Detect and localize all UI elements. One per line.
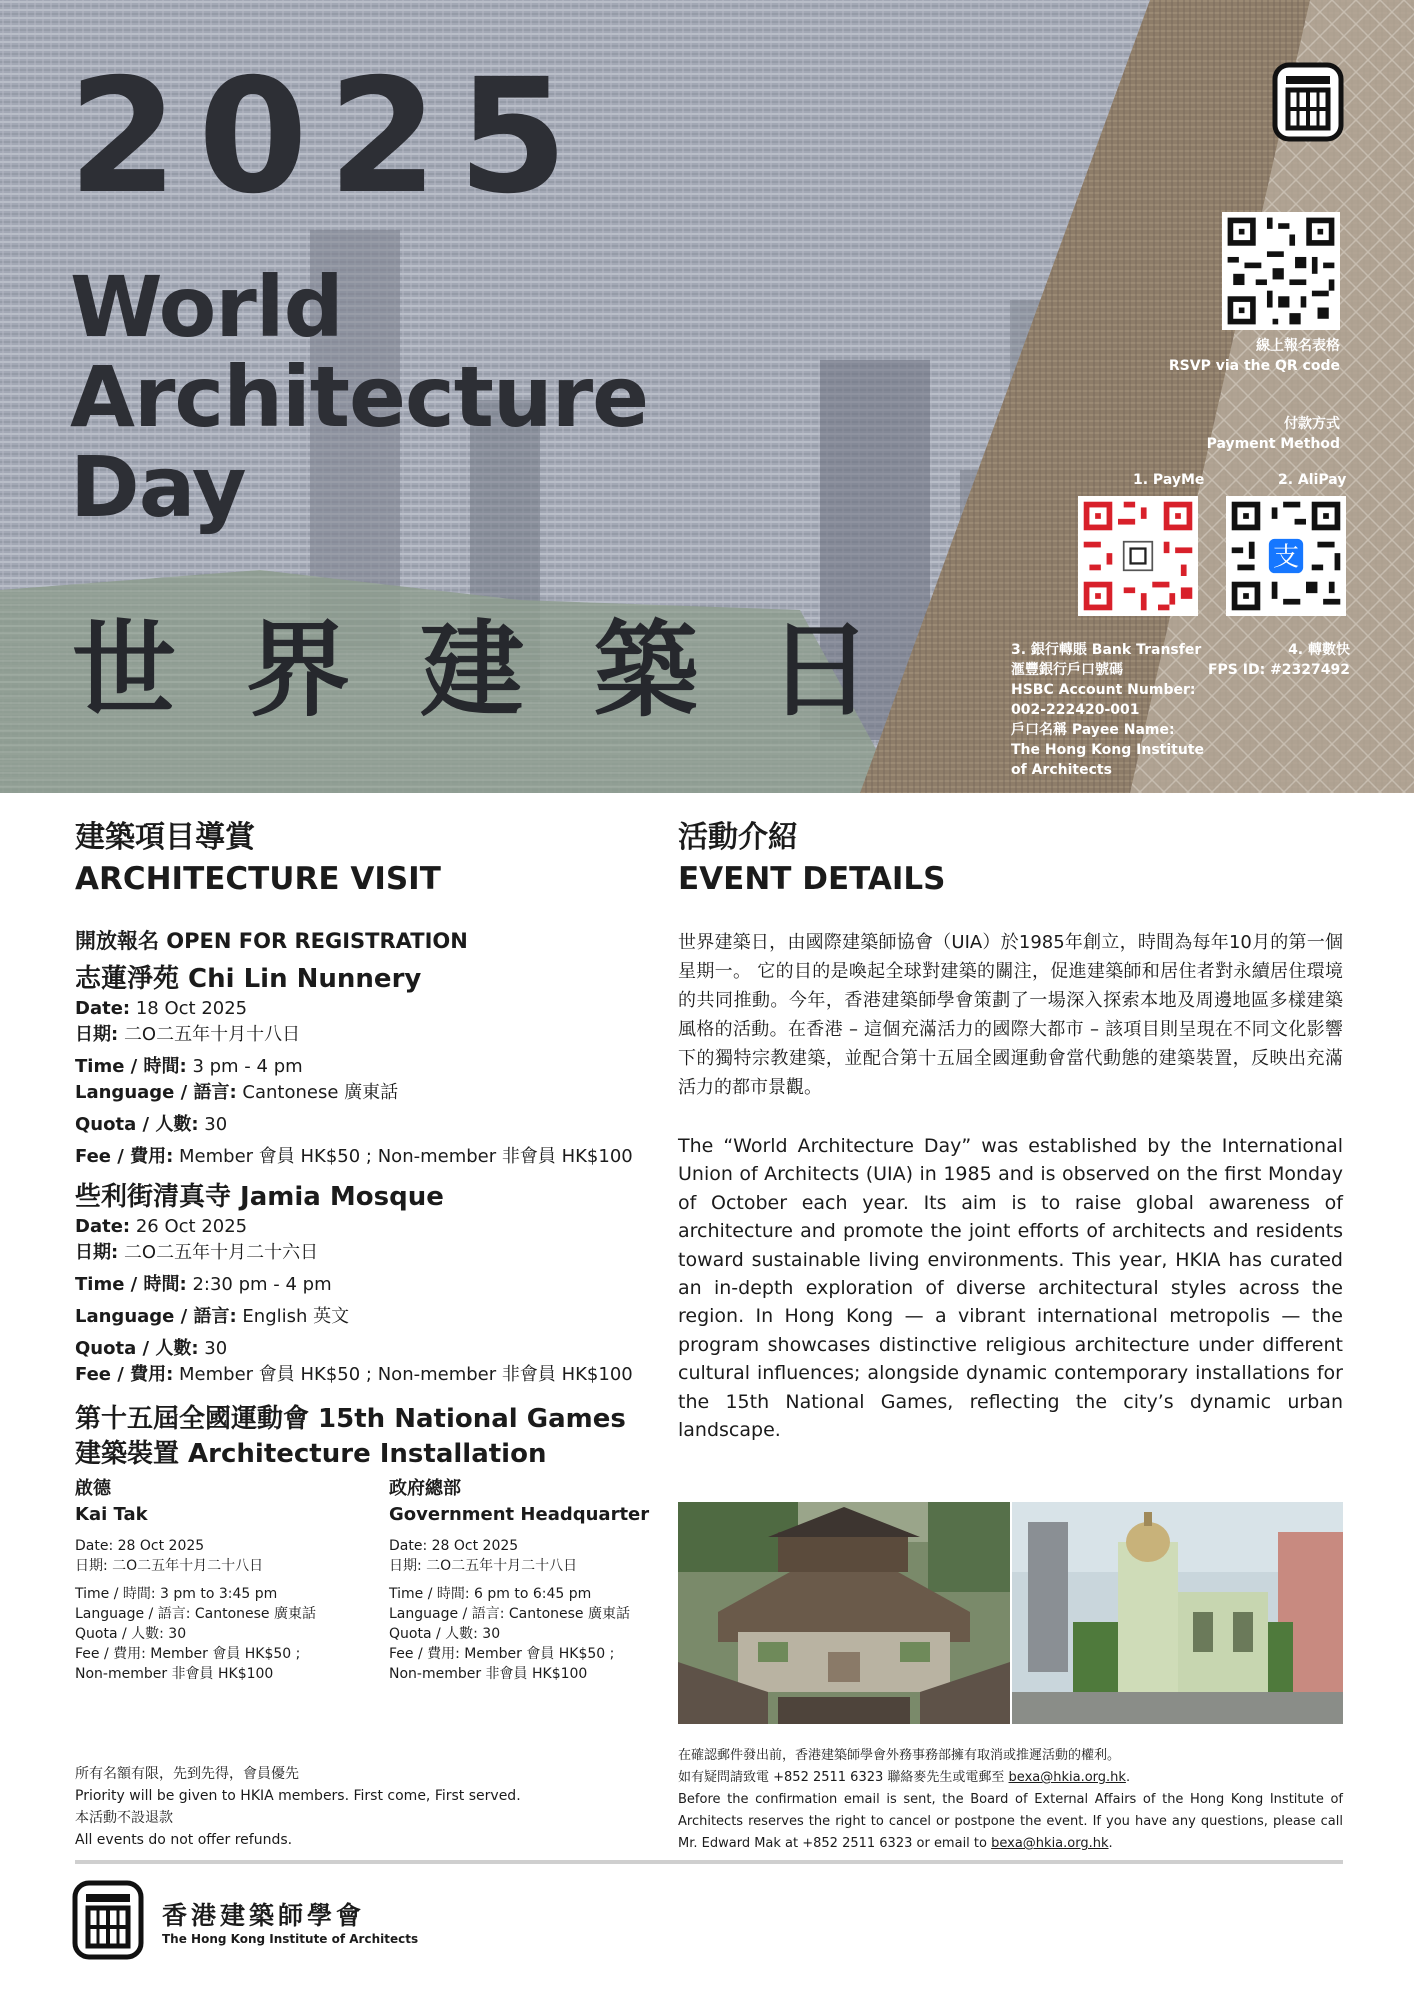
venue-date-zh: 二O二五年十月二十六日 xyxy=(123,1242,319,1263)
event-photos xyxy=(678,1502,1343,1724)
fps-id: FPS ID: #2327492 xyxy=(1207,662,1350,678)
venue-quota: 30 xyxy=(204,1338,228,1359)
details-heading-zh: 活動介紹 xyxy=(678,820,798,855)
visit-heading-en: ARCHITECTURE VISIT xyxy=(75,861,441,897)
installation-date: Date: 28 Oct 2025 xyxy=(389,1538,519,1554)
chi-lin-nunnery-photo xyxy=(678,1502,1010,1724)
bank-line: 戶口名稱 Payee Name: xyxy=(1011,722,1175,738)
payment-label-zh: 付款方式 xyxy=(1284,416,1340,432)
hkia-logo-icon xyxy=(1272,62,1344,142)
event-details-section xyxy=(678,818,1343,1444)
field-label: 日期: xyxy=(75,1024,119,1045)
venue-date: 18 Oct 2025 xyxy=(135,998,248,1019)
disclaimer-en: Before the confirmation email is sent, the Board of External Affairs of the Hong Kong Institute of Architects reserves the right to cancel or postpone the event. If you have any questions, please call Mr. Edward Mak at +852 2511 6323 or email to xyxy=(678,1792,1343,1851)
field-label: 日期: xyxy=(75,1242,119,1263)
hero-title xyxy=(70,258,649,536)
venue-card xyxy=(75,962,675,1170)
payme-qr-code[interactable] xyxy=(1078,496,1198,616)
contact-email-link[interactable]: bexa@hkia.org.hk xyxy=(991,1836,1109,1851)
footer-org-name-en: The Hong Kong Institute of Architects xyxy=(162,1932,419,1946)
hero-title-line: World xyxy=(70,258,343,356)
field-label: Language / 語言: xyxy=(75,1306,237,1327)
installation-language: Language / 語言: Cantonese 廣東話 xyxy=(389,1606,631,1622)
disclaimer-zh: 如有疑問請致電 +852 2511 6323 聯絡麥先生或電郵至 xyxy=(678,1770,1005,1785)
details-heading-en: EVENT DETAILS xyxy=(678,861,946,897)
footer-divider xyxy=(75,1860,1343,1864)
installation-name-zh: 啟德 xyxy=(75,1478,111,1499)
installation-date-zh: 日期: 二O二五年十月二十八日 xyxy=(75,1558,264,1574)
hero-title-line: Day xyxy=(70,438,246,536)
venue-name: 志蓮淨苑 Chi Lin Nunnery xyxy=(75,964,422,994)
hkia-footer-logo-icon xyxy=(72,1880,144,1960)
installation-fee: Non-member 非會員 HK$100 xyxy=(75,1666,274,1682)
hero-banner xyxy=(0,0,1414,793)
field-label: Quota / 人數: xyxy=(75,1114,199,1135)
installation-card xyxy=(75,1476,365,1684)
field-label: Time / 時間: xyxy=(75,1274,187,1295)
field-label: Quota / 人數: xyxy=(75,1338,199,1359)
bank-line: HSBC Account Number: xyxy=(1011,682,1196,698)
bank-line: 滙豐銀行戶口號碼 xyxy=(1011,662,1123,678)
note-line: All events do not offer refunds. xyxy=(75,1832,293,1848)
field-label: Date: xyxy=(75,1216,131,1237)
disclaimer-zh: 在確認郵件發出前，香港建築師學會外務事務部擁有取消或推遲活動的權利。 xyxy=(678,1748,1121,1763)
hero-year: 2025 xyxy=(68,45,588,229)
installation-time: Time / 時間: 3 pm to 3:45 pm xyxy=(75,1586,278,1602)
venue-time: 3 pm - 4 pm xyxy=(192,1056,303,1077)
installation-date-zh: 日期: 二O二五年十月二十八日 xyxy=(389,1558,578,1574)
installation-date: Date: 28 Oct 2025 xyxy=(75,1538,205,1554)
venue-language: Cantonese 廣東話 xyxy=(242,1082,399,1103)
venue-name: 些利街清真寺 Jamia Mosque xyxy=(75,1182,444,1212)
hero-title-zh: 世界建築日 xyxy=(72,609,943,731)
venue-language: English 英文 xyxy=(242,1306,350,1327)
installation-title: 第十五屆全國運動會 15th National Games xyxy=(75,1404,626,1434)
payme-label: 1. PayMe xyxy=(1133,472,1205,488)
details-paragraph-en: The “World Architecture Day” was established by the International Union of Architects (UIA) in 1985 and is observed on the first Monday of October each year. Its aim is to raise global awareness of architecture and promote the joint efforts of architects and residents toward sustainable living environments. This year, HKIA has curated an in-depth exploration of diverse architectural styles across the region. In Hong Kong — a vibrant international metropolis — the program showcases distinctive religious architecture under different cultural influences; alongside dynamic contemporary installations for the 15th National Games, reflecting the city’s dynamic urban landscape. xyxy=(678,1135,1343,1442)
disclaimer: 在確認郵件發出前，香港建築師學會外務事務部擁有取消或推遲活動的權利。 如有疑問請致電 +852 2511 6323 聯絡麥先生或電郵至 bexa@hkia.org.hk. Before the confirmation email is sent, the Board of External Affairs of the Hong Kong Institute of Architects reserves the right to cancel or postpone the event. If you have any questions, please call Mr. Edward Mak at +852 2511 6323 or email to bexa@hkia.org.hk. xyxy=(678,1745,1343,1855)
details-paragraph-zh: 世界建築日，由國際建築師協會（UIA）於1985年創立，時間為每年10月的第一個星期一。 它的目的是喚起全球對建築的關注，促進建築師和居住者對永續居住環境的共同推動。今年，香港建築師學會策劃了一場深入探索本地及周邊地區多樣建築風格的活動。在香港 – 這個充滿活力的國際大都市 – 該項目則呈現在不同文化影響下的獨特宗教建築，並配合第十五屆全國運動會當代動態的建築裝置，反映出充滿活力的都市景觀。 xyxy=(678,932,1343,1098)
field-label: Fee / 費用: xyxy=(75,1364,174,1385)
footer-org-name-zh: 香港建築師學會 xyxy=(162,1901,366,1930)
fps-label: 4. 轉數快 xyxy=(1288,642,1350,658)
field-label: Language / 語言: xyxy=(75,1082,237,1103)
venue-fee: Member 會員 HK$50 ; Non-member 非會員 HK$100 xyxy=(179,1364,633,1385)
installation-name-zh: 政府總部 xyxy=(389,1478,461,1499)
alipay-qr-code[interactable] xyxy=(1226,496,1346,616)
payment-label-en: Payment Method xyxy=(1206,436,1340,452)
installation-language: Language / 語言: Cantonese 廣東話 xyxy=(75,1606,317,1622)
field-label: Date: xyxy=(75,998,131,1019)
bank-account-number: 002-222420-001 xyxy=(1011,702,1140,718)
contact-email-link[interactable]: bexa@hkia.org.hk xyxy=(1008,1770,1126,1785)
venue-time: 2:30 pm - 4 pm xyxy=(192,1274,332,1295)
installation-quota: Quota / 人數: 30 xyxy=(75,1626,187,1642)
installation-time: Time / 時間: 6 pm to 6:45 pm xyxy=(389,1586,592,1602)
visit-heading-zh: 建築項目導賞 xyxy=(75,820,255,855)
bank-line: 3. 銀行轉賬 Bank Transfer xyxy=(1011,642,1202,658)
installation-fee: Fee / 費用: Member 會員 HK$50 ; xyxy=(75,1646,301,1662)
alipay-label: 2. AliPay xyxy=(1278,472,1347,488)
registration-notes xyxy=(75,1763,635,1851)
installation-list xyxy=(75,1476,675,1696)
installation-name-en: Government Headquarter xyxy=(389,1504,650,1525)
venue-card xyxy=(75,1180,675,1388)
venue-fee: Member 會員 HK$50 ; Non-member 非會員 HK$100 xyxy=(179,1146,633,1167)
hero-title-line: Architecture xyxy=(70,348,649,446)
venue-date: 26 Oct 2025 xyxy=(135,1216,248,1237)
bank-payee: of Architects xyxy=(1011,762,1112,778)
rsvp-label-en: RSVP via the QR code xyxy=(1168,358,1340,374)
rsvp-label-zh: 線上報名表格 xyxy=(1256,338,1340,354)
architecture-visit-section xyxy=(75,818,675,1696)
installation-subtitle: 建築裝置 Architecture Installation xyxy=(75,1439,547,1469)
note-line: 本活動不設退款 xyxy=(75,1810,173,1826)
field-label: Fee / 費用: xyxy=(75,1146,174,1167)
jamia-mosque-photo xyxy=(1012,1502,1343,1724)
bank-payee: The Hong Kong Institute xyxy=(1011,742,1205,758)
rsvp-qr-code[interactable] xyxy=(1222,212,1340,330)
installation-quota: Quota / 人數: 30 xyxy=(389,1626,501,1642)
open-registration-label: 開放報名 OPEN FOR REGISTRATION xyxy=(75,929,468,953)
alipay-logo-icon: 支 xyxy=(1272,542,1300,573)
installation-card xyxy=(389,1476,679,1684)
installation-fee: Fee / 費用: Member 會員 HK$50 ; xyxy=(389,1646,615,1662)
venue-quota: 30 xyxy=(204,1114,228,1135)
field-label: Time / 時間: xyxy=(75,1056,187,1077)
installation-fee: Non-member 非會員 HK$100 xyxy=(389,1666,588,1682)
note-line: Priority will be given to HKIA members. First come, First served. xyxy=(75,1788,521,1804)
note-line: 所有名額有限，先到先得，會員優先 xyxy=(75,1766,299,1782)
installation-name-en: Kai Tak xyxy=(75,1504,148,1525)
venue-date-zh: 二O二五年十月十八日 xyxy=(123,1024,301,1045)
